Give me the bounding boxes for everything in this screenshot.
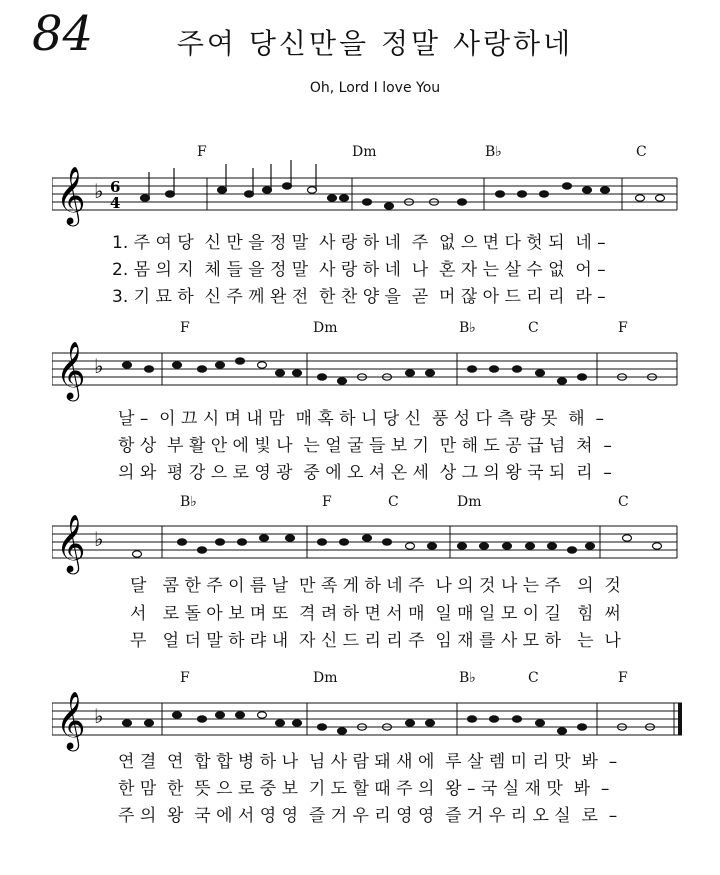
lyric-line: 항 상 부 활 안 에 빛 나 는 얼 굴 들 보 기 만 해 도 공 급 넘 쳐 – <box>118 436 612 456</box>
music-staff <box>52 335 682 407</box>
lyric-line: 서 로 돌 아 보 며 또 격 려 하 면 서 매 일 매 일 모 이 길 힘 써 <box>130 604 621 624</box>
chord-symbol: B♭ <box>459 320 476 336</box>
lyric-line: 연 결 연 합 합 병 하 나 님 사 람 돼 새 에 루 살 렘 미 리 맛 봐 – <box>118 752 618 772</box>
lyric-line: 3. 기 묘 하 신 주 께 완 전 한 찬 양 을 곧 머 잖 아 드 리 리 라 – <box>112 287 606 307</box>
treble-clef-icon: 𝄞 <box>56 691 86 749</box>
chord-symbol: C <box>636 144 647 160</box>
chord-symbol: Dm <box>313 320 338 336</box>
lyric-line: 의 와 평 강 으 로 영 광 중 에 오 셔 온 세 상 그 의 왕 국 되 리 – <box>118 463 612 483</box>
chord-symbol: F <box>322 494 332 510</box>
chord-symbol: B♭ <box>459 670 476 686</box>
hymn-title: 주여 당신만을 정말 사랑하네 <box>176 27 574 60</box>
lyric-line: 2. 몸 의 지 체 들 을 정 말 사 랑 하 네 나 혼 자 는 살 수 없 어 – <box>112 260 606 280</box>
chord-symbol: F <box>197 144 207 160</box>
chord-symbol: F <box>180 320 190 336</box>
chord-symbol: C <box>388 494 399 510</box>
treble-clef-icon: 𝄞 <box>56 341 86 399</box>
svg-text:♭: ♭ <box>94 354 104 378</box>
chord-symbol: C <box>528 320 539 336</box>
treble-clef-icon: 𝄞 <box>56 166 86 224</box>
chord-symbol: C <box>528 670 539 686</box>
svg-text:6: 6 <box>110 178 121 196</box>
lyric-line: 달 콤 한 주 이 름 날 만 족 게 하 네 주 나 의 것 나 는 주 의 것 <box>130 576 621 596</box>
hymn-subtitle: Oh, Lord I love You <box>309 80 441 96</box>
chord-symbol: B♭ <box>485 144 502 160</box>
lyric-line: 1. 주 여 당 신 만 을 정 말 사 랑 하 네 주 없 으 면 다 헛 되 네 – <box>112 233 606 253</box>
chord-symbol: Dm <box>457 494 482 510</box>
svg-text:4: 4 <box>110 194 121 212</box>
svg-text:♭: ♭ <box>94 179 104 203</box>
chord-symbol: F <box>618 670 628 686</box>
chord-symbol: Dm <box>313 670 338 686</box>
lyric-line: 날 – 이 끄 시 며 내 맘 매 혹 하 니 당 신 풍 성 다 측 량 못 해 – <box>118 409 604 429</box>
lyric-line: 주 의 왕 국 에 서 영 영 즐 거 우 리 영 영 즐 거 우 리 오 실 로 – <box>118 806 618 826</box>
chord-symbol: F <box>180 670 190 686</box>
lyric-line: 한 맘 한 뜻 으 로 중 보 기 도 할 때 주 의 왕 – 국 실 재 맛 봐 – <box>118 779 610 799</box>
hymn-number: 84 <box>32 6 94 62</box>
chord-symbol: Dm <box>352 144 377 160</box>
treble-clef-icon: 𝄞 <box>56 514 86 572</box>
chord-symbol: F <box>618 320 628 336</box>
chord-symbol: C <box>618 494 629 510</box>
chord-symbol: B♭ <box>180 494 197 510</box>
svg-text:♭: ♭ <box>94 704 104 728</box>
svg-text:♭: ♭ <box>94 527 104 551</box>
music-staff <box>52 160 682 232</box>
music-staff <box>52 508 682 580</box>
lyric-line: 무 얼 더 말 하 랴 내 자 신 드 리 리 주 임 재 를 사 모 하 는 나 <box>130 631 621 651</box>
